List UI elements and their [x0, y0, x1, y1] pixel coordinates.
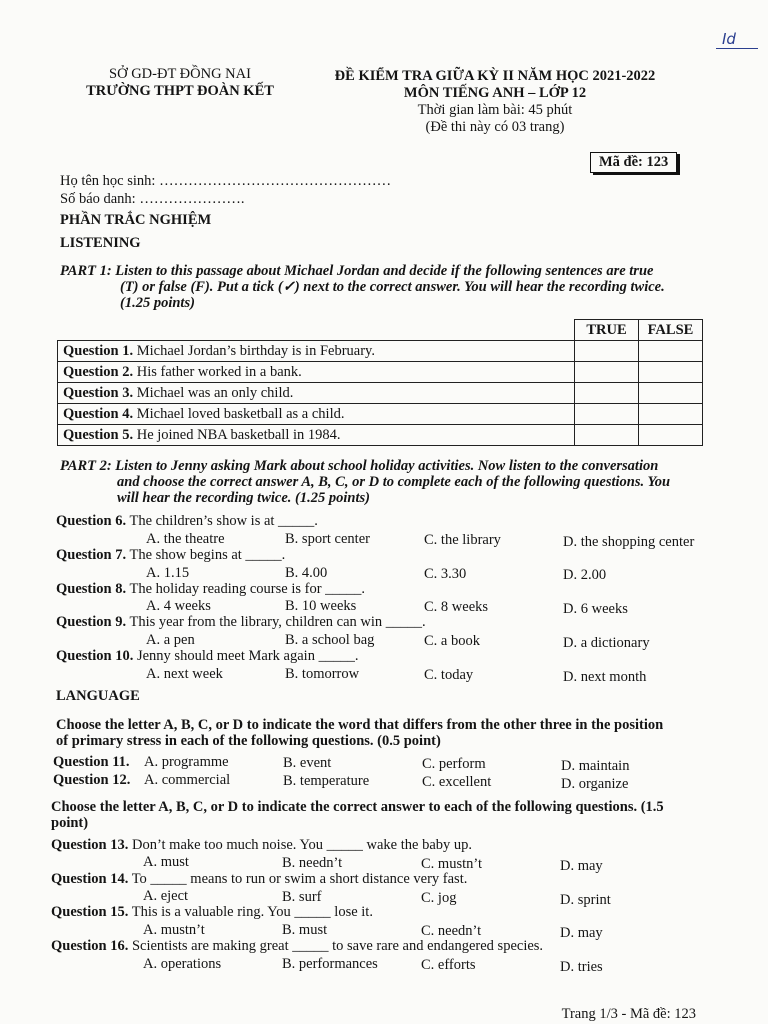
option-c[interactable]: C. mustn’t [421, 856, 482, 872]
option-b[interactable]: B. a school bag [285, 632, 375, 648]
option-d[interactable]: D. may [560, 858, 603, 874]
option-c[interactable]: C. excellent [422, 774, 492, 790]
option-a[interactable]: A. 1.15 [146, 565, 190, 581]
option-d[interactable]: D. the shopping center [563, 534, 695, 550]
true-answer-cell[interactable] [575, 383, 639, 404]
question-number: Question 6. [56, 513, 127, 529]
part2-line1: PART 2: Listen to Jenny asking Mark about school holiday activities. Now listen to the conversation [60, 458, 659, 474]
page-footer: Trang 1/3 - Mã đề: 123 [561, 1006, 696, 1022]
question-text: The children’s show is at _____. [126, 513, 318, 529]
option-c[interactable]: C. jog [421, 890, 457, 906]
question-text: Don’t make too much noise. You _____ wake the baby up. [128, 837, 473, 853]
question-16 [51, 938, 543, 955]
question-number: Question 2. [63, 363, 134, 380]
true-column-header: TRUE [575, 320, 639, 341]
question-8 [56, 581, 365, 598]
question-cell [58, 425, 575, 446]
option-b[interactable]: B. needn’t [282, 855, 343, 871]
option-d[interactable]: D. organize [561, 776, 629, 792]
question-cell [58, 404, 575, 425]
grammar-line2: point) [51, 815, 89, 831]
true-answer-cell[interactable] [575, 341, 639, 362]
handwritten-mark: Id [722, 30, 736, 48]
question-cell [58, 341, 575, 362]
option-a[interactable]: A. programme [144, 754, 229, 770]
option-b[interactable]: B. event [283, 755, 332, 771]
option-c[interactable]: C. 8 weeks [424, 599, 489, 615]
student-id-line: Số báo danh: …………………. [60, 191, 245, 207]
part1-line3: (1.25 points) [120, 295, 195, 311]
part1-line2: (T) or false (F). Put a tick (✓) next to the correct answer. You will hear the recording twice. [120, 279, 665, 295]
option-b[interactable]: B. surf [282, 889, 322, 905]
option-a[interactable]: A. must [143, 854, 189, 870]
true-answer-cell[interactable] [575, 404, 639, 425]
true-answer-cell[interactable] [575, 362, 639, 383]
option-a[interactable]: A. eject [143, 888, 189, 904]
option-d[interactable]: D. maintain [561, 758, 630, 774]
true-answer-cell[interactable] [575, 425, 639, 446]
question-15 [51, 904, 373, 921]
option-c[interactable]: C. perform [422, 756, 486, 772]
option-c[interactable]: C. today [424, 667, 474, 683]
school-header [70, 66, 290, 100]
false-answer-cell[interactable] [639, 383, 703, 404]
option-b[interactable]: B. temperature [283, 773, 370, 789]
exam-header [305, 68, 685, 136]
section-language: LANGUAGE [56, 688, 140, 704]
table-row [58, 404, 703, 425]
option-c[interactable]: C. needn’t [421, 923, 482, 939]
question-text: Michael loved basketball as a child. [133, 405, 345, 422]
question-number: Question 14. [51, 871, 129, 887]
part2-line3: will hear the recording twice. (1.25 points) [117, 490, 370, 506]
school-name: TRƯỜNG THPT ĐOÀN KẾT [86, 83, 274, 99]
true-false-table [57, 319, 703, 446]
question-13 [51, 837, 472, 854]
false-answer-cell[interactable] [639, 425, 703, 446]
part1-instructions [60, 263, 720, 311]
option-b[interactable]: B. sport center [285, 531, 370, 547]
option-c[interactable]: C. efforts [421, 957, 476, 973]
question-number: Question 3. [63, 384, 134, 401]
handwritten-underline [716, 48, 758, 49]
option-a[interactable]: A. commercial [144, 772, 231, 788]
question-number: Question 13. [51, 837, 129, 853]
table-header-row [58, 320, 703, 341]
option-d[interactable]: D. tries [560, 959, 603, 975]
exam-code-box: Mã đề: 123 [590, 152, 677, 173]
option-c[interactable]: C. the library [424, 532, 501, 548]
question-number: Question 16. [51, 938, 129, 954]
option-a[interactable]: A. the theatre [146, 531, 225, 547]
section-multiple-choice: PHẦN TRẮC NGHIỆM [60, 212, 212, 228]
exam-pages-note: (Đề thi này có 03 trang) [425, 119, 565, 135]
option-a[interactable]: A. a pen [146, 632, 195, 648]
question-cell [58, 383, 575, 404]
question-number: Question 9. [56, 614, 127, 630]
question-text: His father worked in a bank. [133, 363, 302, 380]
table-row [58, 383, 703, 404]
table-row [58, 425, 703, 446]
option-a[interactable]: A. mustn’t [143, 922, 205, 938]
question-number: Question 7. [56, 547, 127, 563]
false-answer-cell[interactable] [639, 341, 703, 362]
question-text: Michael was an only child. [133, 384, 294, 401]
question-7 [56, 547, 285, 564]
part1-line1: PART 1: Listen to this passage about Michael Jordan and decide if the following sentences are true [60, 263, 654, 279]
question-12 [53, 772, 130, 789]
question-10 [56, 648, 358, 665]
section-listening: LISTENING [60, 235, 141, 251]
question-text: The holiday reading course is for _____. [126, 581, 366, 597]
option-b[interactable]: B. performances [282, 956, 378, 972]
grammar-instructions [51, 799, 721, 831]
exam-title: ĐỀ KIỂM TRA GIỮA KỲ II NĂM HỌC 2021-2022 [334, 68, 656, 84]
question-14 [51, 871, 467, 888]
question-text: This year from the library, children can win _____. [126, 614, 426, 630]
question-number: Question 5. [63, 426, 134, 443]
question-9 [56, 614, 426, 631]
option-d[interactable]: D. a dictionary [563, 635, 650, 651]
stress-line1: Choose the letter A, B, C, or D to indicate the word that differs from the other three in the position [56, 717, 664, 733]
question-number: Question 11. [53, 754, 130, 770]
part2-line2: and choose the correct answer A, B, C, or D to complete each of the following questions. You [117, 474, 671, 490]
exam-subject: MÔN TIẾNG ANH – LỚP 12 [403, 85, 587, 101]
question-text: Jenny should meet Mark again _____. [133, 648, 359, 664]
option-d[interactable]: D. 2.00 [563, 567, 607, 583]
option-a[interactable]: A. next week [146, 666, 223, 682]
option-c[interactable]: C. 3.30 [424, 566, 467, 582]
option-b[interactable]: B. must [282, 922, 328, 938]
false-answer-cell[interactable] [639, 362, 703, 383]
option-d[interactable]: D. 6 weeks [563, 601, 628, 617]
option-d[interactable]: D. next month [563, 669, 647, 685]
option-b[interactable]: B. 4.00 [285, 565, 328, 581]
question-text: Scientists are making great _____ to save rare and endangered species. [128, 938, 544, 954]
part2-instructions [60, 458, 720, 506]
false-answer-cell[interactable] [639, 404, 703, 425]
option-a[interactable]: A. operations [143, 956, 222, 972]
false-column-header: FALSE [639, 320, 703, 341]
option-d[interactable]: D. may [560, 925, 603, 941]
question-text: To _____ means to run or swim a short distance very fast. [128, 871, 468, 887]
stress-line2: of primary stress in each of the following questions. (0.5 point) [56, 733, 441, 749]
option-c[interactable]: C. a book [424, 633, 480, 649]
question-11 [53, 754, 130, 771]
question-number: Question 1. [63, 342, 134, 359]
option-d[interactable]: D. sprint [560, 892, 611, 908]
question-number: Question 8. [56, 581, 127, 597]
grammar-line1: Choose the letter A, B, C, or D to indicate the correct answer to each of the following questions. (1.5 [51, 799, 664, 815]
student-name-line: Họ tên học sinh: ………………………………………… [60, 173, 392, 189]
table-row [58, 362, 703, 383]
school-department: SỞ GD-ĐT ĐỒNG NAI [109, 66, 251, 82]
question-text: The show begins at _____. [126, 547, 286, 563]
question-number: Question 12. [53, 772, 131, 788]
question-number: Question 4. [63, 405, 134, 422]
stress-instructions [56, 717, 721, 749]
option-b[interactable]: B. 10 weeks [285, 598, 357, 614]
question-text: Michael Jordan’s birthday is in February. [133, 342, 375, 359]
question-number: Question 15. [51, 904, 129, 920]
option-b[interactable]: B. tomorrow [285, 666, 360, 682]
question-6 [56, 513, 318, 530]
question-text: He joined NBA basketball in 1984. [133, 426, 341, 443]
question-text: This is a valuable ring. You _____ lose it. [128, 904, 373, 920]
question-cell [58, 362, 575, 383]
table-row [58, 341, 703, 362]
header-empty-cell [58, 320, 575, 341]
question-number: Question 10. [56, 648, 134, 664]
option-a[interactable]: A. 4 weeks [146, 598, 211, 614]
exam-duration: Thời gian làm bài: 45 phút [417, 102, 573, 118]
